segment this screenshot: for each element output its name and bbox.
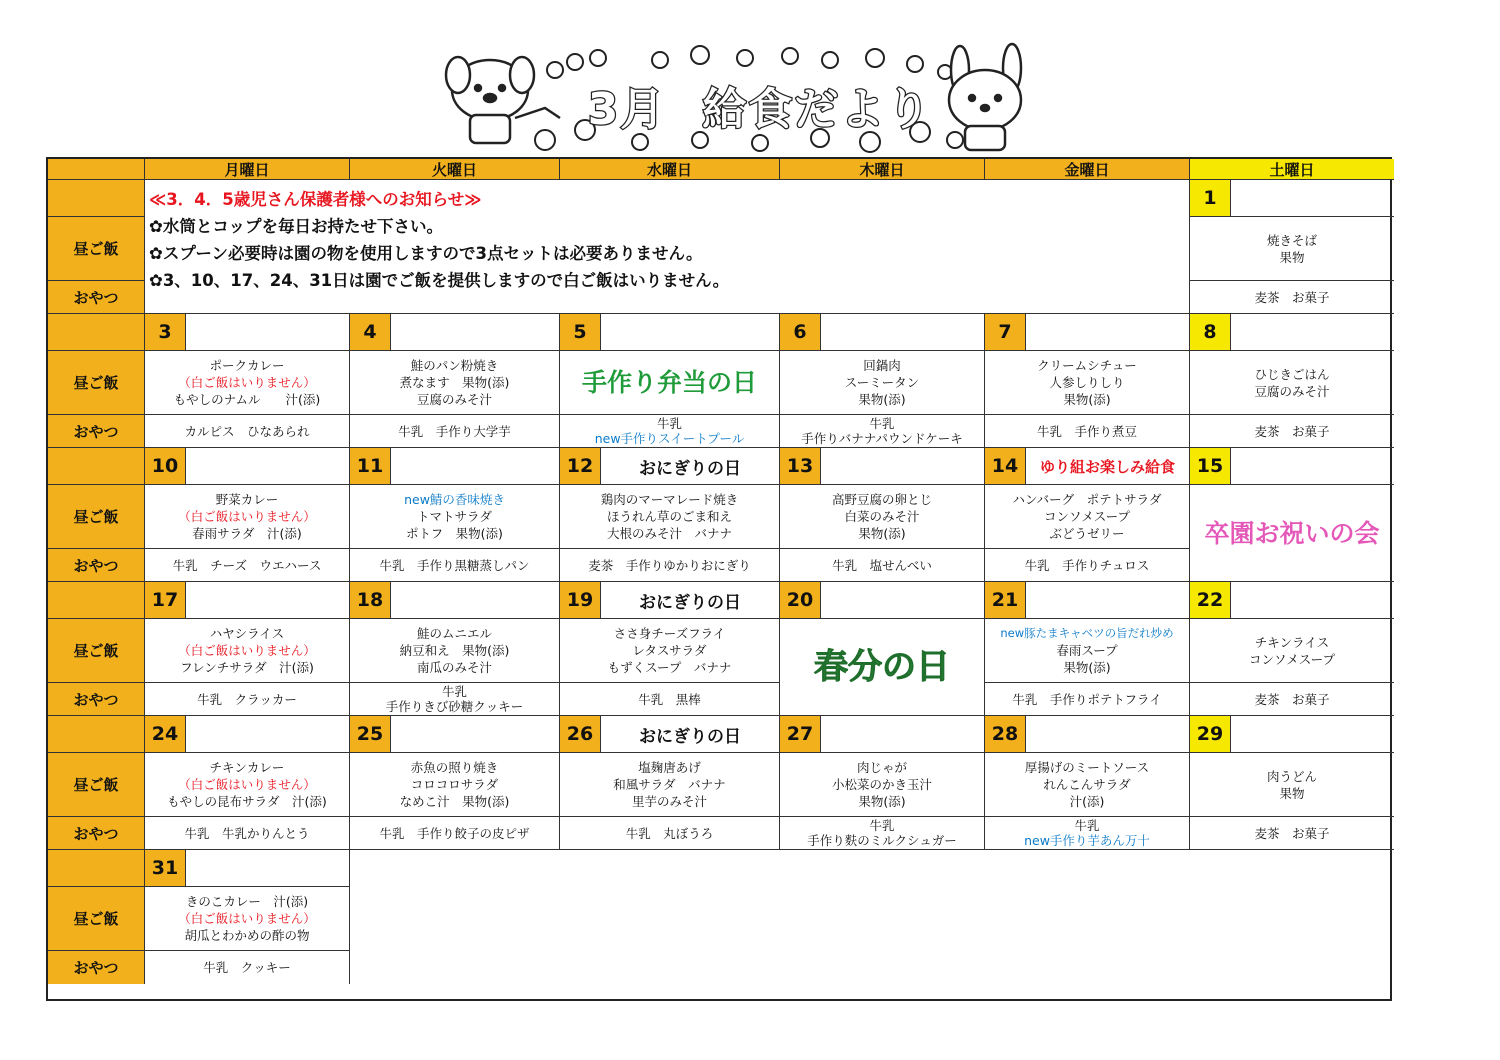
lunch-cell: [145, 619, 350, 683]
label-snack: おやつ: [48, 817, 145, 850]
date-cell: [985, 314, 1190, 351]
label-snack: おやつ: [48, 415, 145, 448]
snack-cell: [145, 415, 350, 448]
snack-line: 牛乳 クラッカー: [197, 691, 297, 707]
menu-line: ポトフ 果物(添): [406, 526, 503, 541]
menu-line: 春雨サラダ 汁(添): [192, 526, 302, 541]
menu-line: コンソメスープ: [1043, 509, 1130, 524]
snack-cell: [985, 549, 1190, 582]
menu-line: ひじきごはん: [1254, 366, 1330, 382]
lunch-cell: [145, 887, 350, 951]
notice-line: ✿水筒とコップを毎日お持たせ下さい。: [149, 217, 443, 236]
notice-line: ✿3、10、17、24、31日は園でご飯を提供しますので白ご飯はいりません。: [149, 271, 730, 290]
snack-cell: [1190, 415, 1394, 448]
snack-cell: [350, 415, 560, 448]
label-lunch: 昼ご飯: [48, 217, 145, 281]
date-number: 31: [145, 850, 186, 886]
snack-cell: [780, 549, 985, 582]
label-snack: おやつ: [48, 281, 145, 314]
bento-day-label: 手作り弁当の日: [581, 368, 757, 397]
special-lunch-tag: ゆり組お楽しみ給食: [1039, 457, 1175, 476]
weekday-fri: 金曜日: [985, 159, 1190, 180]
date-cell: [780, 716, 985, 753]
snack-line: 牛乳: [656, 416, 682, 431]
snack-line: 麦茶 お菓子: [1254, 423, 1330, 439]
date-number: 22: [1190, 582, 1231, 618]
snack-line: 麦茶 お菓子: [1254, 825, 1330, 841]
snack-cell: [780, 817, 985, 850]
title-text: 給食だより: [702, 84, 933, 135]
snack-line: カルピス ひなあられ: [184, 423, 310, 439]
event-cell: [780, 619, 985, 716]
date-cell: [145, 850, 350, 887]
snack-cell: [560, 817, 780, 850]
lunch-cell: [350, 485, 560, 549]
label-lunch: 昼ご飯: [48, 887, 145, 951]
page-title: [560, 70, 960, 140]
menu-line: 里芋のみそ汁: [631, 794, 707, 809]
date-number: 15: [1190, 448, 1231, 484]
snack-line: 牛乳 黒棒: [638, 691, 701, 707]
snack-line: 牛乳 手作り大学芋: [398, 423, 511, 439]
lunch-cell: [560, 485, 780, 549]
date-cell: [985, 448, 1190, 485]
lunch-cell: [985, 753, 1190, 817]
snack-line: 手作りきび砂糖クッキー: [385, 699, 524, 714]
date-number: 10: [145, 448, 186, 484]
menu-line-new: new鯖の香味焼き: [404, 492, 505, 507]
snack-line: 牛乳: [1074, 818, 1100, 833]
snack-cell: [985, 817, 1190, 850]
date-cell: [145, 582, 350, 619]
menu-line-new: new豚たまキャベツの旨だれ炒め: [1000, 626, 1174, 640]
lunch-cell: [560, 619, 780, 683]
menu-line: 果物(添): [858, 526, 906, 541]
menu-line: 白菜のみそ汁: [844, 509, 920, 524]
menu-note-red: （白ご飯はいりません）: [178, 509, 316, 524]
vernal-equinox-label: 春分の日: [814, 646, 950, 687]
label-lunch: 昼ご飯: [48, 753, 145, 817]
date-number: 24: [145, 716, 186, 752]
date-cell: [1190, 180, 1394, 217]
empty-area: [350, 850, 1394, 984]
menu-line: 鮭のパン粉焼き: [410, 358, 499, 373]
date-number: 4: [350, 314, 391, 350]
date-cell: [780, 314, 985, 351]
weekday-sat: 土曜日: [1190, 159, 1394, 180]
menu-line: 焼きそば: [1266, 232, 1317, 248]
menu-line: チキンライス: [1254, 634, 1330, 650]
lunch-cell: [145, 485, 350, 549]
snack-line: 牛乳 丸ぼうろ: [625, 825, 714, 841]
menu-note-red: （白ご飯はいりません）: [178, 777, 316, 792]
graduation-event-label: 卒園お祝いの会: [1204, 518, 1380, 548]
lunch-cell: [780, 753, 985, 817]
menu-line: 納豆和え 果物(添): [399, 643, 510, 658]
snack-cell: [145, 951, 350, 984]
label-snack: おやつ: [48, 951, 145, 984]
date-number: 26: [560, 716, 601, 752]
snack-cell: [1190, 683, 1394, 716]
lunch-cell: [145, 753, 350, 817]
date-cell: [350, 582, 560, 619]
lunch-cell: [560, 351, 780, 415]
menu-line: 厚揚げのミートソース: [1024, 760, 1150, 775]
snack-line: 麦茶 お菓子: [1254, 691, 1330, 707]
date-cell: [1190, 582, 1394, 619]
menu-line: 肉じゃが: [856, 760, 907, 775]
label-lunch: 昼ご飯: [48, 351, 145, 415]
menu-line: ポークカレー: [209, 358, 285, 373]
menu-line: 汁(添): [1069, 794, 1105, 809]
label-blank: [48, 850, 145, 887]
date-number: 11: [350, 448, 391, 484]
snack-cell: [780, 415, 985, 448]
snack-line: 牛乳 手作りポテトフライ: [1012, 691, 1162, 707]
label-blank: [48, 582, 145, 619]
notice-box: [145, 180, 1190, 314]
menu-line: 春雨スープ: [1056, 643, 1118, 658]
menu-line: 高野豆腐の卵とじ: [831, 492, 932, 507]
event-cell: [1190, 485, 1394, 582]
snack-line: 手作り麩のミルクシュガー: [807, 833, 957, 848]
date-number: 17: [145, 582, 186, 618]
date-cell: [560, 314, 780, 351]
lunch-cell: [1190, 351, 1394, 415]
snack-cell: [145, 817, 350, 850]
date-number: 19: [560, 582, 601, 618]
lunch-cell: [1190, 217, 1394, 281]
menu-line: トマトサラダ: [417, 509, 492, 524]
snack-line: 牛乳 塩せんべい: [832, 557, 932, 573]
label-snack: おやつ: [48, 683, 145, 716]
lunch-cell: [350, 619, 560, 683]
date-cell: [1190, 716, 1394, 753]
weekday-mon: 月曜日: [145, 159, 350, 180]
snack-cell: [350, 817, 560, 850]
snack-cell: [985, 415, 1190, 448]
snack-line: 牛乳 クッキー: [203, 960, 291, 975]
date-cell: [1190, 314, 1394, 351]
date-cell: [780, 582, 985, 619]
menu-line: もやしの昆布サラダ 汁(添): [167, 794, 327, 809]
menu-line: コロコロサラダ: [410, 777, 499, 792]
date-number: 12: [560, 448, 601, 484]
snack-line: 牛乳 手作りチュロス: [1024, 557, 1150, 573]
notice-line: ✿スプーン必要時は園の物を使用しますので3点セットは必要ありません。: [149, 244, 703, 263]
menu-line: ハヤシライス: [209, 626, 285, 641]
date-cell: [780, 448, 985, 485]
date-cell: [350, 716, 560, 753]
date-number: 14: [985, 448, 1026, 484]
menu-line: フレンチサラダ 汁(添): [180, 660, 314, 675]
snack-line: 手作りバナナパウンドケーキ: [801, 431, 963, 446]
menu-line: ぶどうゼリー: [1049, 526, 1125, 541]
date-cell: [560, 448, 780, 485]
label-blank: [48, 314, 145, 351]
menu-line: コンソメスープ: [1248, 651, 1335, 667]
menu-line: もやしのナムル 汁(添): [173, 392, 321, 407]
date-number: 7: [985, 314, 1026, 350]
snack-cell: [1190, 817, 1394, 850]
snack-cell: [560, 549, 780, 582]
date-cell: [985, 716, 1190, 753]
menu-line: ささ身チーズフライ: [613, 626, 726, 641]
date-cell: [560, 716, 780, 753]
menu-line: スーミータン: [844, 375, 920, 390]
menu-line: 煮なます 果物(添): [399, 375, 510, 390]
snack-cell: [560, 415, 780, 448]
menu-line: 回鍋肉: [863, 358, 901, 373]
snack-line: 牛乳: [441, 684, 467, 699]
date-number: 6: [780, 314, 821, 350]
date-cell: [1190, 448, 1394, 485]
menu-line: 果物(添): [1063, 660, 1111, 675]
lunch-cell: [350, 351, 560, 415]
lunch-cell: [780, 351, 985, 415]
lunch-cell: [145, 351, 350, 415]
snack-line: 牛乳 手作り黒糖蒸しパン: [379, 557, 530, 573]
menu-line: 果物(添): [1063, 392, 1111, 407]
snack-cell: [985, 683, 1190, 716]
date-number: 1: [1190, 180, 1231, 216]
date-cell: [350, 314, 560, 351]
menu-line: 鶏肉のマーマレード焼き: [600, 492, 739, 507]
date-number: 25: [350, 716, 391, 752]
lunch-cell: [985, 619, 1190, 683]
date-number: 13: [780, 448, 821, 484]
label-blank: [48, 716, 145, 753]
onigiri-day-tag: おにぎりの日: [639, 458, 741, 479]
snack-cell: [145, 683, 350, 716]
label-blank: [48, 448, 145, 485]
date-cell: [985, 582, 1190, 619]
menu-line: 果物: [1279, 249, 1305, 265]
snack-line: 牛乳: [869, 818, 895, 833]
date-cell: [560, 582, 780, 619]
menu-line: 塩麹唐あげ: [638, 760, 701, 775]
date-number: 21: [985, 582, 1026, 618]
date-number: 27: [780, 716, 821, 752]
snack-line-new: new手作り芋あん万十: [1024, 833, 1150, 848]
menu-line: 豆腐のみそ汁: [416, 392, 492, 407]
notice-heading: ≪3．4．5歳児さん保護者様へのお知らせ≫: [149, 190, 482, 209]
lunch-cell: [780, 485, 985, 549]
menu-line: ほうれん草のごま和え: [606, 509, 732, 524]
snack-line-new: new手作りスイートプール: [594, 431, 745, 446]
snack-line: 牛乳 チーズ ウエハース: [172, 557, 322, 573]
snack-cell: [1190, 281, 1394, 314]
menu-line: 野菜カレー: [215, 492, 279, 507]
weekday-thu: 木曜日: [780, 159, 985, 180]
menu-line: 鮭のムニエル: [416, 626, 492, 641]
menu-line: なめこ汁 果物(添): [399, 794, 510, 809]
snack-line: 麦茶 お菓子: [1254, 289, 1330, 305]
label-snack: おやつ: [48, 549, 145, 582]
menu-line: ハンバーグ ポテトサラダ: [1012, 492, 1162, 507]
date-number: 28: [985, 716, 1026, 752]
title-month: 3月: [587, 84, 667, 135]
snack-line: 牛乳: [869, 416, 895, 431]
menu-line: 小松菜のかき玉汁: [831, 777, 932, 792]
lunch-cell: [1190, 753, 1394, 817]
menu-line: 南瓜のみそ汁: [416, 660, 492, 675]
menu-line: 果物(添): [858, 794, 906, 809]
menu-line: 人参しりしり: [1049, 375, 1125, 390]
menu-calendar-table: [46, 157, 1392, 1001]
date-number: 20: [780, 582, 821, 618]
date-number: 3: [145, 314, 186, 350]
lunch-cell: [350, 753, 560, 817]
onigiri-day-tag: おにぎりの日: [639, 726, 741, 747]
lunch-cell: [560, 753, 780, 817]
menu-line: クリームシチュー: [1037, 358, 1137, 373]
menu-line: きのこカレー 汁(添): [185, 894, 309, 909]
menu-line: 胡瓜とわかめの酢の物: [184, 928, 310, 943]
label-blank: [48, 180, 145, 217]
date-number: 5: [560, 314, 601, 350]
lunch-cell: [985, 485, 1190, 549]
label-lunch: 昼ご飯: [48, 619, 145, 683]
date-number: 8: [1190, 314, 1231, 350]
weekday-wed: 水曜日: [560, 159, 780, 180]
label-lunch: 昼ご飯: [48, 485, 145, 549]
menu-line: れんこんサラダ: [1043, 777, 1131, 792]
menu-note-red: （白ご飯はいりません）: [178, 911, 316, 926]
menu-line: 赤魚の照り焼き: [410, 760, 499, 775]
snack-cell: [350, 683, 560, 716]
menu-line: レタスサラダ: [632, 643, 707, 658]
snack-line: 牛乳 牛乳かりんとう: [184, 825, 310, 841]
onigiri-day-tag: おにぎりの日: [639, 592, 741, 613]
snack-cell: [145, 549, 350, 582]
corner-header: [48, 159, 145, 180]
menu-note-red: （白ご飯はいりません）: [178, 643, 316, 658]
menu-line: 大根のみそ汁 バナナ: [606, 526, 732, 541]
menu-line: 果物: [1279, 785, 1305, 801]
weekday-tue: 火曜日: [350, 159, 560, 180]
snack-line: 牛乳 手作り餃子の皮ピザ: [379, 825, 530, 841]
menu-line: 果物(添): [858, 392, 906, 407]
date-cell: [145, 448, 350, 485]
snack-line: 麦茶 手作りゆかりおにぎり: [588, 557, 751, 573]
snack-line: 牛乳 手作り煮豆: [1036, 423, 1137, 439]
snack-cell: [560, 683, 780, 716]
lunch-cell: [1190, 619, 1394, 683]
menu-line: もずくスープ バナナ: [607, 660, 732, 675]
date-cell: [350, 448, 560, 485]
snack-cell: [350, 549, 560, 582]
date-number: 18: [350, 582, 391, 618]
menu-line: 豆腐のみそ汁: [1254, 383, 1330, 399]
menu-line: 和風サラダ バナナ: [613, 777, 726, 792]
menu-line: チキンカレー: [209, 760, 285, 775]
date-cell: [145, 314, 350, 351]
date-cell: [145, 716, 350, 753]
date-number: 29: [1190, 716, 1231, 752]
menu-note-red: （白ご飯はいりません）: [178, 375, 316, 390]
menu-line: 肉うどん: [1266, 768, 1317, 784]
lunch-cell: [985, 351, 1190, 415]
